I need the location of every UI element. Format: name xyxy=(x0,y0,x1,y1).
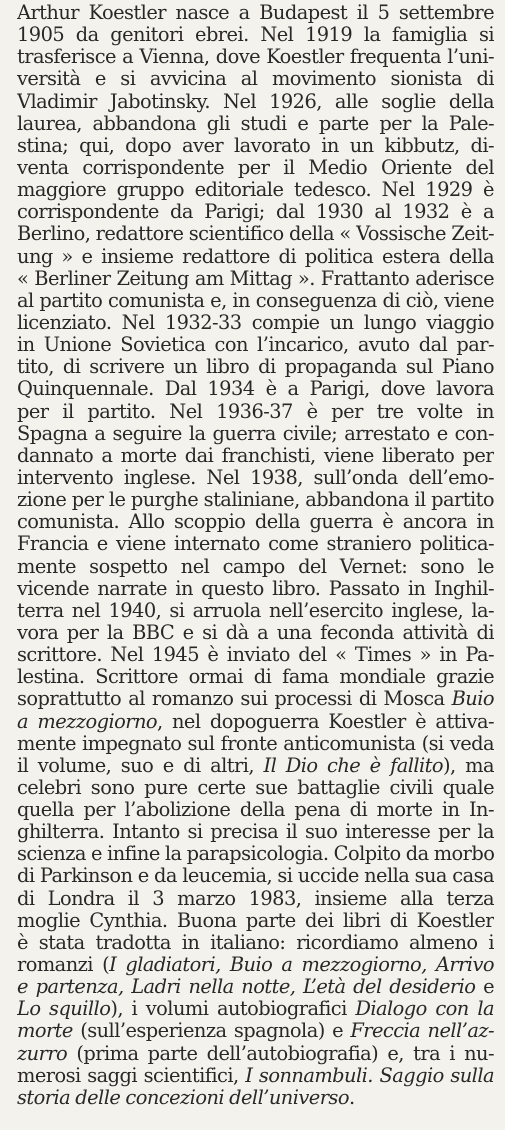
text-line xyxy=(17,865,494,887)
text-line xyxy=(17,644,494,666)
text-segment: ghilterra. Intanto si precisa il suo interesse per la xyxy=(17,821,494,844)
text-line xyxy=(17,157,494,179)
text-segment: terra nel 1940, si arruola nell’esercito inglese, la- xyxy=(17,599,494,622)
text-segment: (sull’esperienza spagnola) e xyxy=(72,1020,351,1043)
text-segment: al partito comunista e, in conseguenza di ciò, viene xyxy=(17,289,494,312)
text-line xyxy=(17,290,494,312)
text-line xyxy=(17,68,494,90)
text-line xyxy=(17,932,494,954)
text-line xyxy=(17,378,494,400)
text-segment: ), i volumi autobiografici xyxy=(110,998,356,1021)
text-segment: scienza e infine la parapsicologia. Colpito da morbo xyxy=(17,843,494,866)
text-segment: comunista. Allo scoppio della guerra è ancora in xyxy=(17,511,494,534)
text-line xyxy=(17,600,494,622)
text-line xyxy=(17,888,494,910)
text-line xyxy=(17,1065,494,1087)
text-segment: venta corrispondente per il Medio Oriente del xyxy=(17,156,494,179)
text-segment: maggiore gruppo editoriale tedesco. Nel 1929 è xyxy=(17,179,494,202)
text-segment: Berlino, redattore scientifico della « Vossische Zeit- xyxy=(17,223,494,246)
text-line xyxy=(17,401,494,423)
text-line xyxy=(17,910,494,932)
text-line xyxy=(17,113,494,135)
text-line xyxy=(17,91,494,113)
text-line xyxy=(17,135,494,157)
text-segment: stina; qui, dopo aver lavorato in un kibbutz, di- xyxy=(17,134,494,157)
text-segment: di Parkinson e da leucemia, si uccide nella sua casa xyxy=(17,865,494,888)
text-line xyxy=(17,511,494,533)
text-line xyxy=(17,246,494,268)
text-line xyxy=(17,688,494,710)
text-line xyxy=(17,998,494,1020)
italic-title-text: e partenza, Ladri nella notte, L’età del desiderio xyxy=(17,976,476,999)
text-segment: Francia e viene internato come straniero politica- xyxy=(17,533,494,556)
text-line xyxy=(17,556,494,578)
text-line xyxy=(17,24,494,46)
text-segment: il volume, suo e di altri, xyxy=(17,754,264,777)
text-line xyxy=(17,467,494,489)
italic-title-text: Lo squillo xyxy=(17,998,111,1021)
text-segment: e xyxy=(475,976,494,999)
text-line xyxy=(17,777,494,799)
text-line xyxy=(17,312,494,334)
text-segment: per il partito. Nel 1936-37 è per tre volte in xyxy=(17,400,494,423)
text-segment: (prima parte dell’autobiografia) e, tra i nu- xyxy=(67,1042,494,1065)
text-segment: Vladimir Jabotinsky. Nel 1926, alle soglie della xyxy=(17,90,494,113)
text-segment: laurea, abbandona gli studi e parte per la Pale- xyxy=(17,112,494,135)
text-line xyxy=(17,2,494,24)
text-segment: Quinquennale. Dal 1934 è a Parigi, dove lavora xyxy=(17,378,494,401)
text-segment: ), ma xyxy=(443,754,494,777)
italic-title-text: Buio xyxy=(451,688,494,711)
text-line xyxy=(17,755,494,777)
text-segment: in Unione Sovietica con l’incarico, avuto dal par- xyxy=(17,334,494,357)
text-line xyxy=(17,799,494,821)
italic-title-text: zurro xyxy=(17,1042,68,1065)
text-line xyxy=(17,821,494,843)
text-line xyxy=(17,578,494,600)
text-line xyxy=(17,666,494,688)
text-line xyxy=(17,223,494,245)
text-segment: Spagna a seguire la guerra civile; arrestato e con- xyxy=(17,422,494,445)
text-segment: , nel dopoguerra Koestler è attiva- xyxy=(157,710,494,733)
text-segment: zione per le purghe staliniane, abbandona il partito xyxy=(17,489,494,512)
text-line xyxy=(17,445,494,467)
text-line xyxy=(17,46,494,68)
text-segment: vicende narrate in questo libro. Passato in Inghil- xyxy=(17,577,494,600)
text-line xyxy=(17,489,494,511)
text-line xyxy=(17,334,494,356)
text-segment: romanzi ( xyxy=(17,954,110,977)
text-segment: « Berliner Zeitung am Mittag ». Frattanto aderisce xyxy=(17,267,494,290)
text-segment: di Londra il 3 marzo 1983, insieme alla terza xyxy=(17,887,494,910)
text-segment: celebri sono pure certe sue battaglie civili quale xyxy=(17,776,494,799)
text-segment: mente impegnato sul fronte anticomunista (si veda xyxy=(17,732,494,755)
text-segment: quella per l’abolizione della pena di morte in In- xyxy=(17,799,494,822)
text-segment: dannato a morte dai franchisti, viene liberato per xyxy=(17,444,494,467)
italic-title-text: Dialogo con la xyxy=(355,998,494,1021)
text-segment: trasferisce a Vienna, dove Koestler frequenta l’uni- xyxy=(17,46,494,69)
text-segment: 1905 da genitori ebrei. Nel 1919 la famiglia si xyxy=(17,24,494,47)
text-segment: intervento inglese. Nel 1938, sull’onda dell’emo- xyxy=(17,466,494,489)
text-line xyxy=(17,268,494,290)
text-segment: lestina. Scrittore ormai di fama mondiale grazie xyxy=(17,666,494,689)
text-line xyxy=(17,711,494,733)
italic-title-text: Freccia nell’az- xyxy=(350,1020,494,1043)
text-line xyxy=(17,733,494,755)
italic-title-text: storia delle concezioni dell’universo xyxy=(17,1086,349,1109)
text-segment: scrittore. Nel 1945 è inviato del « Times » in Pa- xyxy=(17,644,494,667)
text-line xyxy=(17,1020,494,1042)
text-segment: vora per la BBC e si dà a una feconda attività di xyxy=(17,621,494,644)
text-line xyxy=(17,954,494,976)
text-line xyxy=(17,179,494,201)
italic-title-text: Il Dio che è fallito xyxy=(263,754,444,777)
text-segment: mente sospetto nel campo del Vernet: sono le xyxy=(17,555,494,578)
text-line xyxy=(17,622,494,644)
text-segment: corrispondente da Parigi; dal 1930 al 1932 è a xyxy=(17,201,494,224)
text-segment: . xyxy=(348,1086,355,1109)
text-line xyxy=(17,356,494,378)
text-segment: versità e si avvicina al movimento sionista di xyxy=(17,68,494,91)
author-biography xyxy=(17,2,494,1109)
text-line xyxy=(17,533,494,555)
text-line xyxy=(17,976,494,998)
text-segment: tito, di scrivere un libro di propaganda sul Piano xyxy=(17,356,494,379)
text-segment: merosi saggi scientifici, xyxy=(17,1064,246,1087)
text-segment: ung » e insieme redattore di politica estera della xyxy=(17,245,494,268)
text-line xyxy=(17,201,494,223)
text-line xyxy=(17,423,494,445)
text-segment: soprattutto al romanzo sui processi di Mosca xyxy=(17,688,452,711)
text-line xyxy=(17,843,494,865)
italic-title-text: I sonnambuli. Saggio sulla xyxy=(245,1064,494,1087)
text-line xyxy=(17,1087,494,1109)
text-segment: Arthur Koestler nasce a Budapest il 5 settembre xyxy=(17,2,494,24)
text-segment: licenziato. Nel 1932-33 compie un lungo viaggio xyxy=(17,311,494,334)
text-segment: moglie Cynthia. Buona parte dei libri di Koestler xyxy=(17,909,494,932)
italic-title-text: morte xyxy=(17,1020,73,1043)
text-segment: è stata tradotta in italiano: ricordiamo almeno i xyxy=(17,931,494,954)
text-line xyxy=(17,1043,494,1065)
italic-title-text: I gladiatori, Buio a mezzogiorno, Arrivo xyxy=(109,954,494,977)
italic-title-text: a mezzogiorno xyxy=(17,710,158,733)
